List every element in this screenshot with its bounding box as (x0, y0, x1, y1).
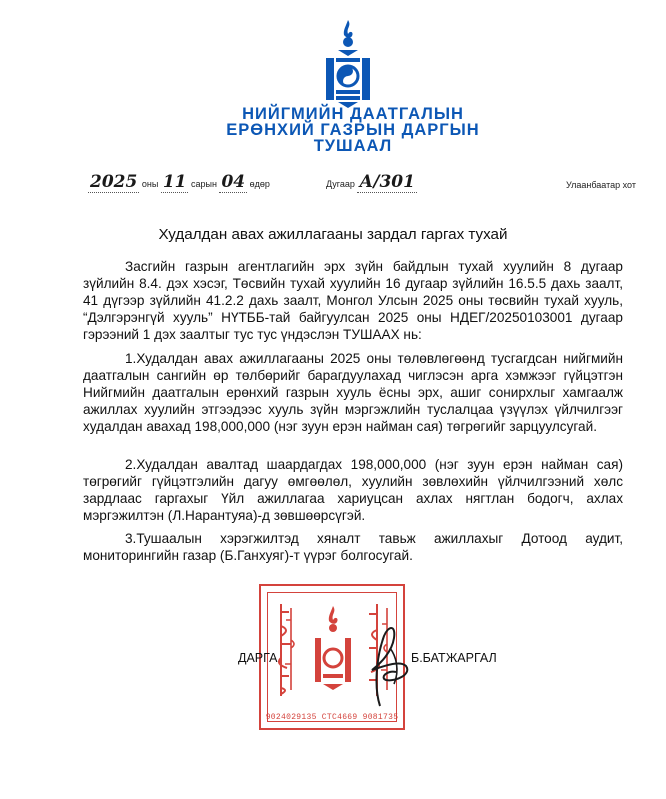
order-number-label: Дугаар (326, 179, 355, 189)
date-line (88, 172, 270, 193)
clause-3 (83, 530, 623, 564)
order-number-value: А/301 (359, 172, 415, 192)
clause-1-text: 1.Худалдан авах ажиллагааны 2025 оны төлөвлөгөөнд тусгагдсан нийгмийн даатгалын сангийн өр төлбөрийг барагдуулахад чиглэсэн арга хэмжээг гүйцэтгэн Нийгмийн даатгалын ерөнхий газрын хууль ёсны эрх, ашиг сонирхлыг хамгаалж ажиллах хуулийн этгээдээс хууль зүйн мэргэжлийн туслалцаа үзүүлэх үйлчилгээг худалдан авахад 198,000,000 (нэг зуун ерэн найман сая) төгрөгийг зарцуулсугай. (83, 351, 623, 434)
handwritten-signature-icon (350, 618, 420, 708)
order-number (326, 172, 417, 193)
preamble-paragraph (83, 258, 623, 343)
clause-1 (83, 350, 623, 435)
date-month: 11 (162, 172, 187, 192)
date-day: 04 (221, 172, 246, 192)
date-year-label: оны (141, 179, 159, 189)
stamp-registration-code: 9024029135 СТС4669 9081735 (265, 713, 399, 722)
stamp-script-left-icon (273, 600, 299, 700)
document-title: Худалдан авах ажиллагааны зардал гаргах тухай (158, 226, 508, 243)
signatory-name: Б.БАТЖАРГАЛ (411, 651, 497, 665)
preamble-text: Засгийн газрын агентлагийн эрх зүйн байдлын тухай хуулийн 8 дугаар зүйлийн 8.4. дэх хэсэг, Төсвийн тухай хуулийн 16 дугаар зүйлийн 16.5.5 дахь заалт, 41 дүгээр зүйлийн 41.2.2 дахь заалт, Монгол Улсын 2025 оны төсвийн тухай хууль, “Дэлгэрэнгүй хууль” НҮТББ-тай байгуулсан 2025 оны НДЕГ/20250103001 дугаар гэрээний 1 дэх заалтыг тус тус үндэслэн ТУШААХ нь: (83, 259, 623, 342)
soyombo-emblem-icon (316, 18, 380, 110)
org-name-line1: НИЙГМИЙН ДААТГАЛЫН (242, 105, 464, 123)
clause-2 (83, 456, 623, 524)
city: Улаанбаатар хот (566, 180, 636, 190)
date-year: 2025 (90, 172, 138, 192)
clause-2-text: 2.Худалдан авалтад шаардагдах 198,000,000 (нэг зуун ерэн найман сая) төгрөгийг гүйцэтгэлийн дагуу өмгөөлөл, хуулийн зөвлөхийн үйлчилгээний хөлс зардлаас гаргахыг Үйл ажиллагаа хариуцсан ахлах нягтлан бодогч, ахлах мэргэжилтэн (Л.Нарантуяа)-д зөвшөөрсүгэй. (83, 457, 623, 523)
clause-3-text: 3.Тушаалын хэрэгжилтэд хяналт тавьж ажиллахыг Дотоод аудит, мониторингийн газар (Б.Ганхуяг)-т үүрэг болгосугай. (83, 531, 623, 563)
document-type: ТУШААЛ (313, 137, 393, 155)
signatory-position: ДАРГА (238, 651, 278, 665)
date-day-label: өдөр (249, 179, 270, 189)
date-month-label: сарын (191, 179, 217, 189)
org-name-line2: ЕРӨНХИЙ ГАЗРЫН ДАРГЫН (226, 121, 480, 139)
